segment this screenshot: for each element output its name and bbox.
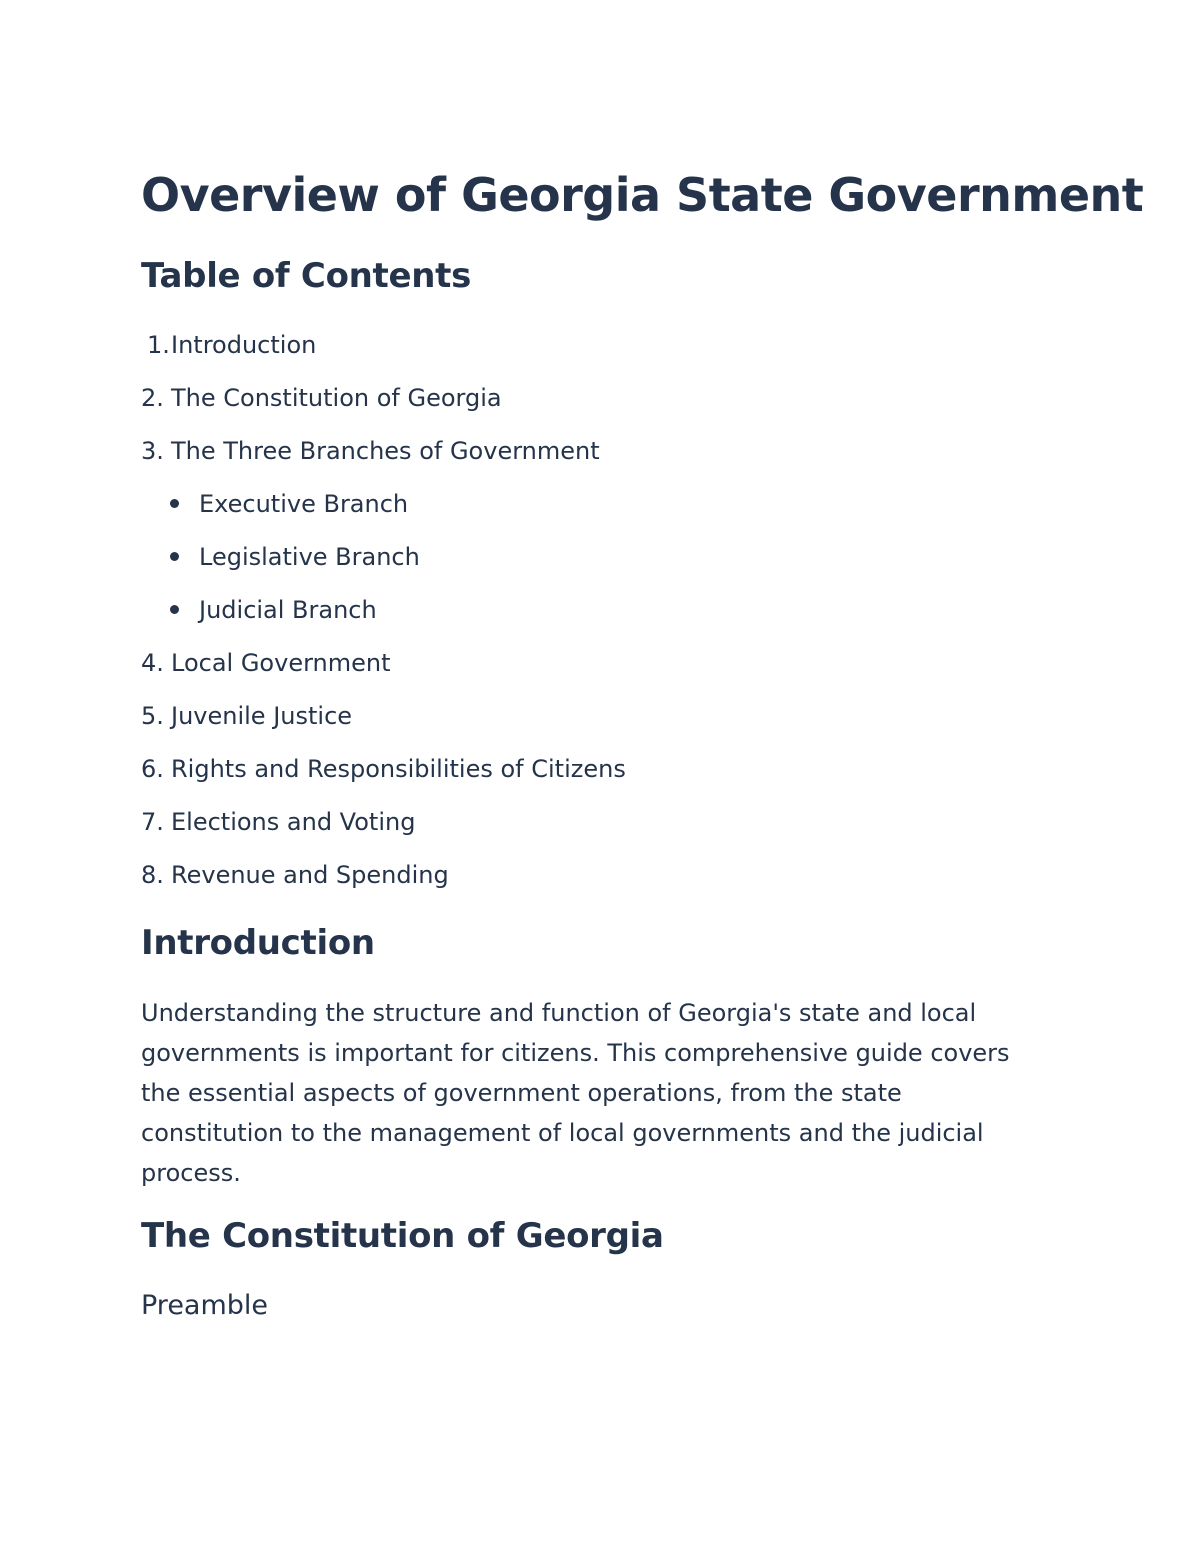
section-heading-introduction: Introduction — [141, 923, 375, 963]
document-title: Overview of Georgia State Government — [141, 168, 1144, 222]
introduction-paragraph: Understanding the structure and function of Georgia's state and local governments is important for citizens. This comprehensive guide covers the essential aspects of government operations, from the state constitution to the management of local governments and the judicial process. — [141, 999, 1010, 1187]
toc-item-introduction — [141, 329, 316, 361]
toc-item-label: Elections and Voting — [171, 808, 416, 836]
section-heading-constitution: The Constitution of Georgia — [141, 1216, 664, 1256]
toc-item-rights — [141, 753, 626, 785]
toc-item-label: The Constitution of Georgia — [171, 384, 502, 412]
toc-subitem-label: Legislative Branch — [199, 543, 420, 571]
toc-item-juvenile-justice — [141, 700, 352, 732]
toc-item-three-branches — [141, 435, 600, 467]
toc-item-constitution — [141, 382, 502, 414]
bullet-icon — [170, 499, 179, 508]
toc-item-number: 4. — [141, 649, 164, 677]
toc-item-number: 6. — [141, 755, 164, 783]
bullet-icon — [170, 605, 179, 614]
toc-item-label: Introduction — [171, 331, 317, 359]
toc-subitem-label: Judicial Branch — [199, 596, 377, 624]
toc-item-label: Revenue and Spending — [171, 861, 449, 889]
toc-subitem-legislative — [170, 541, 420, 573]
toc-item-number: 2. — [141, 384, 164, 412]
toc-item-label: Local Government — [171, 649, 391, 677]
toc-subitem-judicial — [170, 594, 377, 626]
toc-item-label: The Three Branches of Government — [171, 437, 600, 465]
toc-item-revenue — [141, 859, 449, 891]
toc-item-elections — [141, 806, 415, 838]
toc-item-number: 8. — [141, 861, 164, 889]
toc-subitem-executive — [170, 488, 408, 520]
toc-item-number: 7. — [141, 808, 164, 836]
toc-heading: Table of Contents — [141, 256, 472, 296]
toc-subitem-label: Executive Branch — [199, 490, 409, 518]
toc-item-local-government — [141, 647, 391, 679]
bullet-icon — [170, 552, 179, 561]
toc-item-number: 5. — [141, 702, 164, 730]
toc-item-label: Juvenile Justice — [171, 702, 353, 730]
toc-item-label: Rights and Responsibilities of Citizens — [171, 755, 626, 783]
toc-item-number: 1. — [147, 331, 170, 359]
toc-item-number: 3. — [141, 437, 164, 465]
subheading-preamble: Preamble — [141, 1290, 269, 1321]
